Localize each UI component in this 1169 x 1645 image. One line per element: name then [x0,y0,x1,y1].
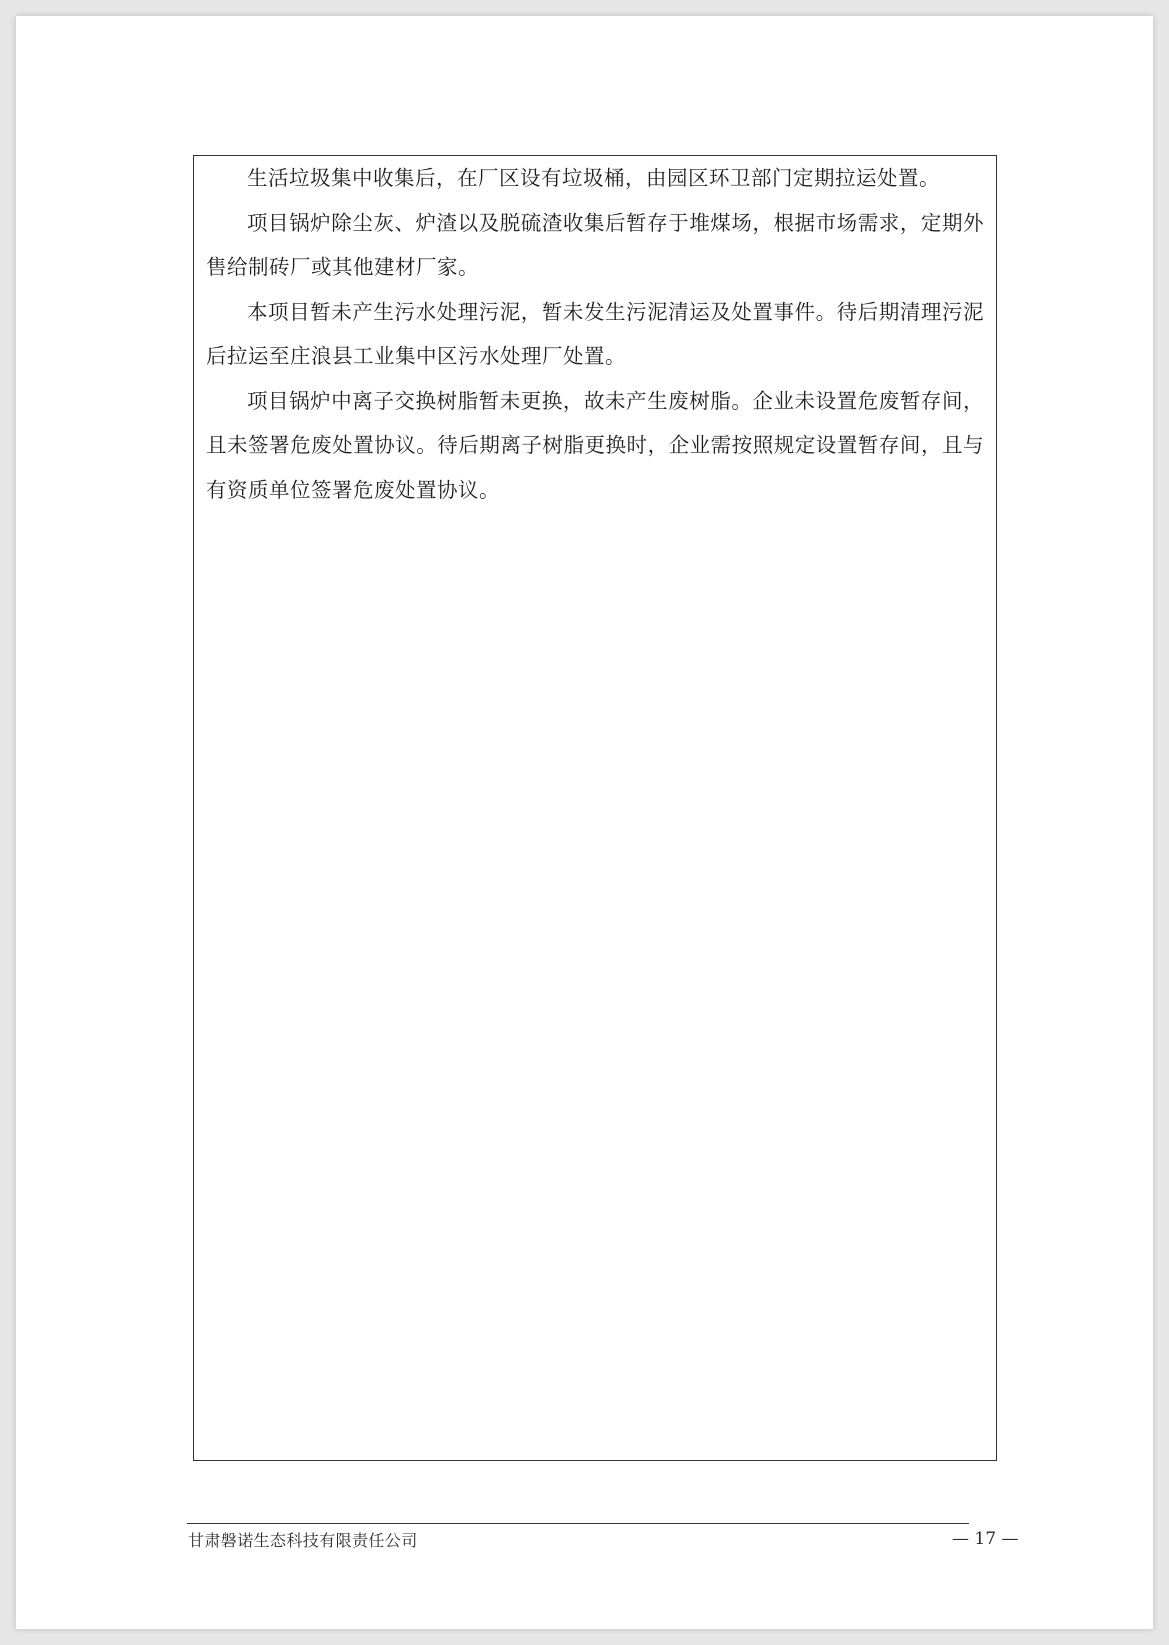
content-frame [193,155,997,1461]
paragraph-domestic-waste: 生活垃圾集中收集后，在厂区设有垃圾桶，由园区环卫部门定期拉运处置。 [247,166,940,190]
footer-divider [187,1523,969,1524]
paragraph-resin: 项目锅炉中离子交换树脂暂未更换，故未产生废树脂。企业未设置危废暂存间，且未签署危废处置协议。待后期离子树脂更换时，企业需按照规定设置暂存间，且与有资质单位签署危废处置协议。 [206,388,984,502]
footer-company-name: 甘肃磐诺生态科技有限责任公司 [188,1531,418,1550]
page-number: — 17 — [952,1529,1019,1549]
paragraph-sludge: 本项目暂未产生污水处理污泥，暂未发生污泥清运及处置事件。待后期清理污泥后拉运至庄浪县工业集中区污水处理厂处置。 [206,299,984,368]
paragraph-boiler-ash: 项目锅炉除尘灰、炉渣以及脱硫渣收集后暂存于堆煤场，根据市场需求，定期外售给制砖厂或其他建材厂家。 [206,210,984,279]
document-page [16,16,1153,1629]
